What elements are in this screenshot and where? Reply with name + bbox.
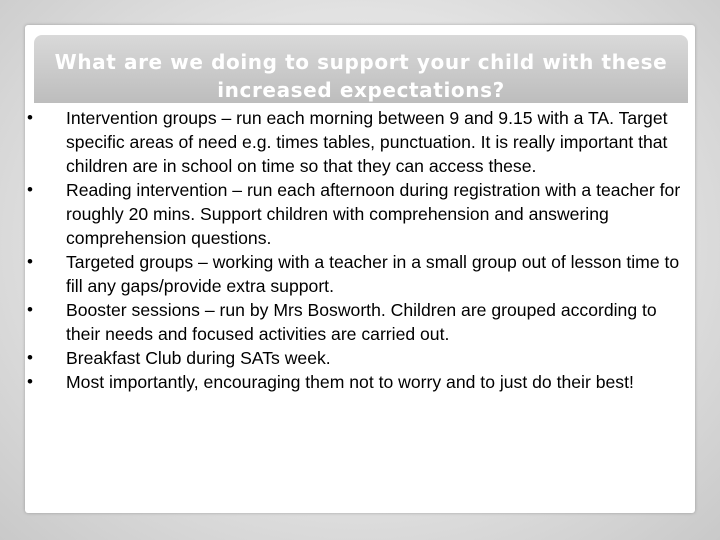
bullet-marker: •: [27, 372, 33, 391]
bullet-marker: •: [27, 108, 33, 127]
bullet-text: Targeted groups – working with a teacher in a small group out of lesson time to fill any gaps/provide extra support.: [66, 252, 680, 296]
slide-title: What are we doing to support your child with these increased expectations?: [54, 50, 668, 102]
bullet-item-encouragement: [10, 370, 692, 394]
bullet-marker: •: [27, 348, 33, 367]
bullet-text: Intervention groups – run each morning between 9 and 9.15 with a TA. Target specific areas of need e.g. times tables, punctuation. It is really important that children are in school on time so that they can access these.: [66, 108, 668, 176]
bullet-text: Most importantly, encouraging them not to worry and to just do their best!: [66, 372, 634, 392]
bullet-marker: •: [27, 180, 33, 199]
bullet-marker: •: [27, 300, 33, 319]
bullet-item-breakfast-club: [10, 346, 692, 370]
bullet-item-targeted-groups: [10, 250, 692, 298]
bullet-text: Booster sessions – run by Mrs Bosworth. Children are grouped according to their needs and focused activities are carried out.: [66, 300, 657, 344]
bullet-item-intervention-groups: [10, 106, 692, 178]
bullet-text: Breakfast Club during SATs week.: [66, 348, 331, 368]
bullet-item-booster-sessions: [10, 298, 692, 346]
bullet-marker: •: [27, 252, 33, 271]
bullet-item-reading-intervention: [10, 178, 692, 250]
bullet-text: Reading intervention – run each afternoon during registration with a teacher for roughly 20 mins. Support children with comprehension and answering comprehension questions.: [66, 180, 681, 248]
bullet-list: [10, 106, 692, 394]
